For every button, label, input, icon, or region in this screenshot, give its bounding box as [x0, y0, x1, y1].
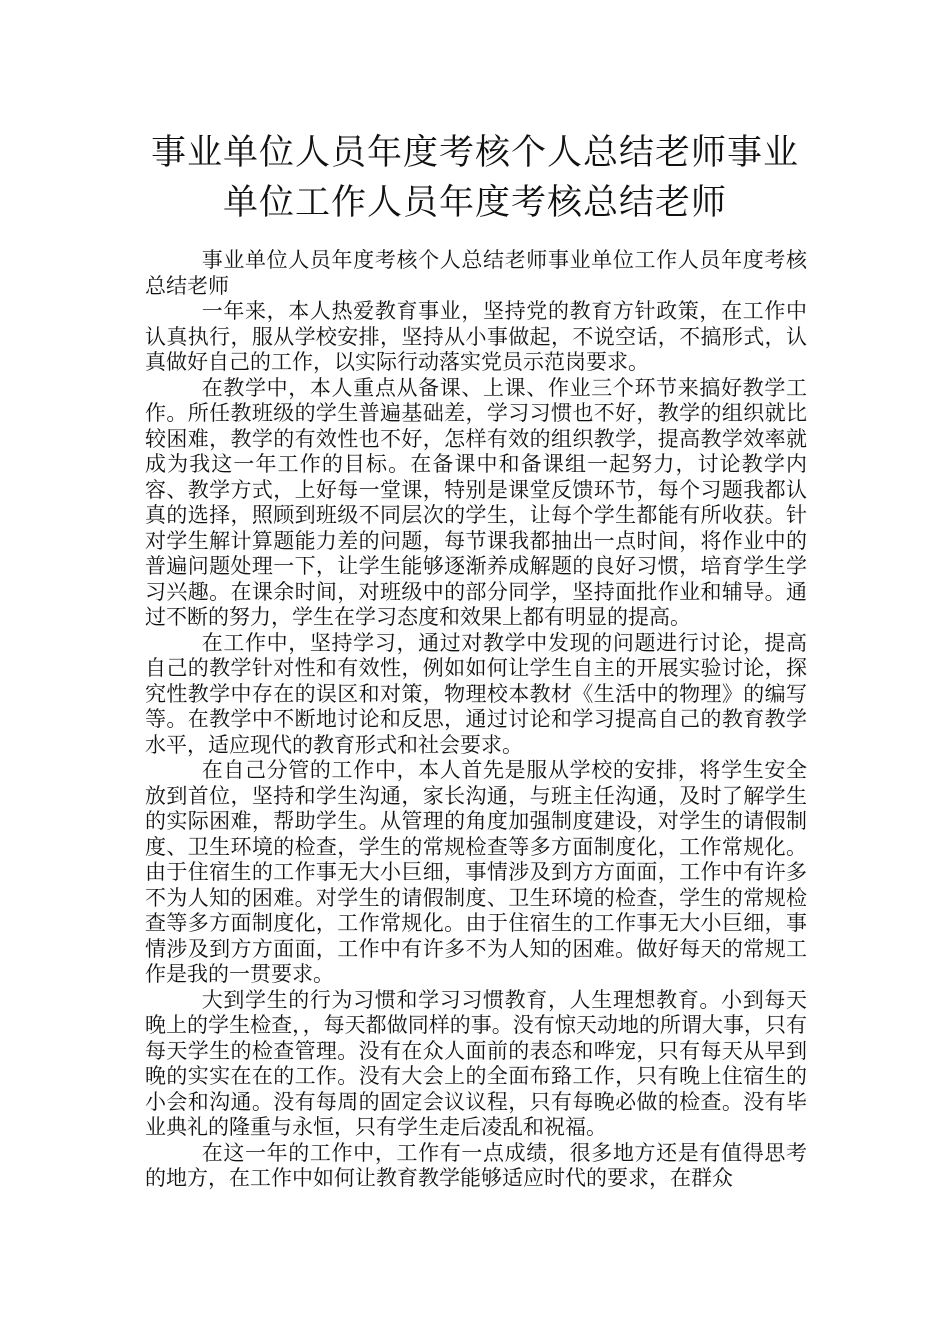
body-paragraph: 一年来，本人热爱教育事业，坚持党的教育方针政策，在工作中认真执行，服从学校安排，坚持从小事做起，不说空话，不搞形式，认真做好自己的工作，以实际行动落实党员示范岗要求。 — [145, 299, 807, 374]
document-title: 事业单位人员年度考核个人总结老师事业单位工作人员年度考核总结老师 — [150, 133, 799, 223]
body-paragraph: 在这一年的工作中，工作有一点成绩，很多地方还是有值得思考的地方，在工作中如何让教育教学能够适应时代的要求，在群众 — [145, 1140, 807, 1190]
document-body — [145, 248, 807, 1192]
intro-paragraph: 事业单位人员年度考核个人总结老师事业单位工作人员年度考核总结老师 — [145, 248, 807, 298]
body-paragraph: 大到学生的行为习惯和学习习惯教育，人生理想教育。小到每天晚上的学生检查，，每天都做同样的事。没有惊天动地的所谓大事，只有每天学生的检查管理。没有在众人面前的表态和哗宠，只有每天从早到晚的实实在在的工作。没有大会上的全面布臵工作，只有晚上住宿生的小会和沟通。没有每周的固定会议议程，只有每晚必做的检查。没有毕业典礼的隆重与永恒，只有学生走后凌乱和祝福。 — [145, 987, 807, 1139]
body-paragraph: 在工作中，坚持学习，通过对教学中发现的问题进行讨论，提高自己的教学针对性和有效性，例如如何让学生自主的开展实验讨论，探究性教学中存在的误区和对策，物理校本教材《生活中的物理》的编写等。在教学中不断地讨论和反思，通过讨论和学习提高自己的教育教学水平，适应现代的教育形式和社会要求。 — [145, 630, 807, 757]
body-paragraph: 在自己分管的工作中，本人首先是服从学校的安排，将学生安全放到首位，坚持和学生沟通，家长沟通，与班主任沟通，及时了解学生的实际困难，帮助学生。从管理的角度加强制度建设，对学生的请假制度、卫生环境的检查，学生的常规检查等多方面制度化，工作常规化。由于住宿生的工作事无大小巨细，事情涉及到方方面面，工作中有许多不为人知的困难。对学生的请假制度、卫生环境的检查，学生的常规检查等多方面制度化，工作常规化。由于住宿生的工作事无大小巨细，事情涉及到方方面面，工作中有许多不为人知的困难。做好每天的常规工作是我的一贯要求。 — [145, 758, 807, 986]
body-paragraph: 在教学中，本人重点从备课、上课、作业三个环节来搞好教学工作。所任教班级的学生普遍基础差，学习习惯也不好，教学的组织就比较困难，教学的有效性也不好，怎样有效的组织教学，提高教学效率就成为我这一年工作的目标。在备课中和备课组一起努力，讨论教学内容、教学方式，上好每一堂课，特别是课堂反馈环节，每个习题我都认真的选择，照顾到班级不同层次的学生，让每个学生都能有所收获。针对学生解计算题能力差的问题，每节课我都抽出一点时间，将作业中的普遍问题处理一下，让学生能够逐渐养成解题的良好习惯，培育学生学习兴趣。在课余时间，对班级中的部分同学，坚持面批作业和辅导。通过不断的努力，学生在学习态度和效果上都有明显的提高。 — [145, 375, 807, 629]
